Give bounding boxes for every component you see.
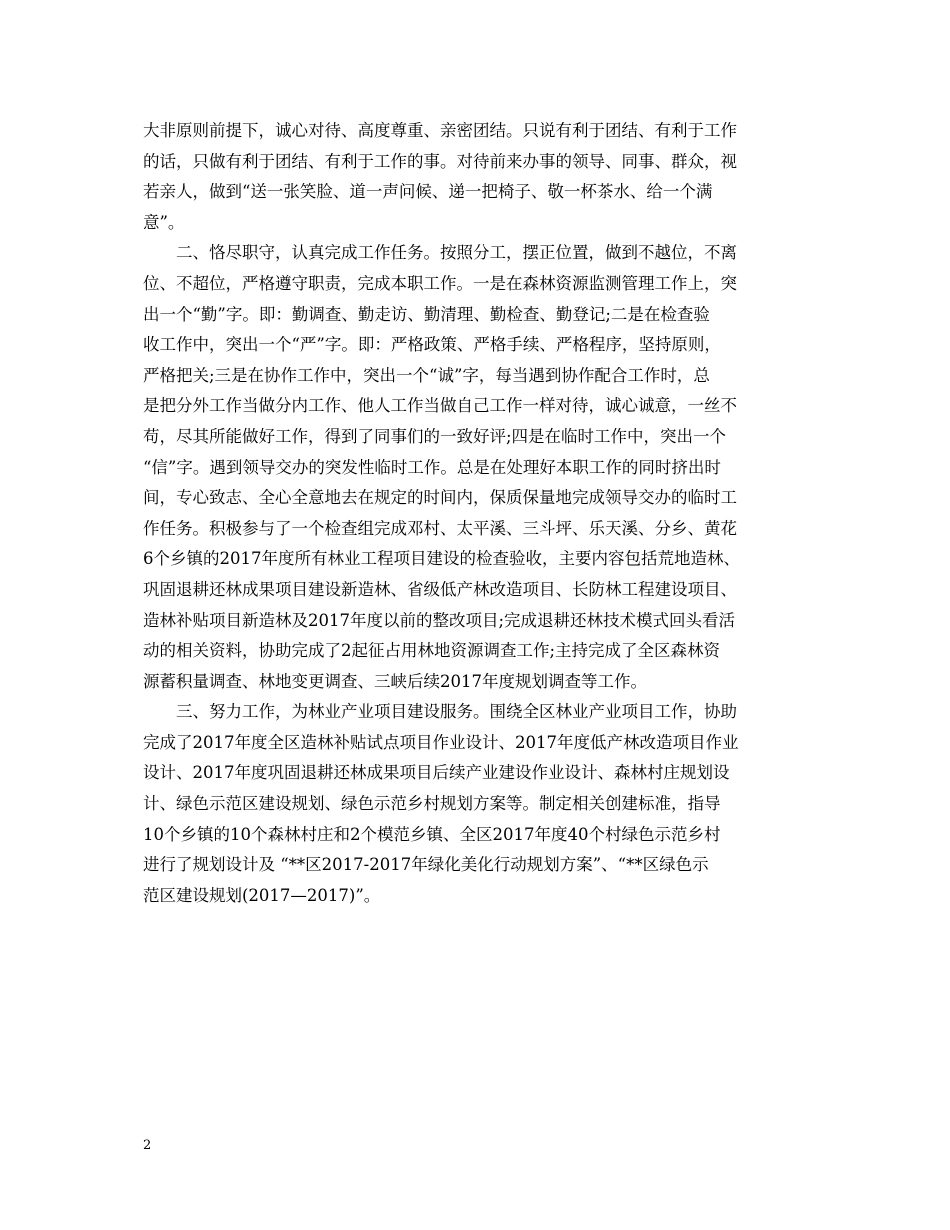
text-line: 设计、2017年度巩固退耕还林成果项目后续产业建设作业设计、森林村庄规划设 xyxy=(143,763,730,783)
text-line: 出一个“勤”字。即：勤调查、勤走访、勤清理、勤检查、勤登记;二是在检查验 xyxy=(143,304,710,324)
text-line: 计、绿色示范区建设规划、绿色示范乡村规划方案等。制定相关创建标准，指导 xyxy=(143,794,721,814)
text-line: 源蓄积量调查、林地变更调查、三峡后续2017年度规划调查等工作。 xyxy=(143,671,647,691)
text-line: 大非原则前提下，诚心对待、高度尊重、亲密团结。只说有利于团结、有利于工作 xyxy=(143,121,737,140)
text-line: “信”字。遇到领导交办的突发性临时工作。总是在处理好本职工作的同时挤出时 xyxy=(143,457,721,477)
text-line: 范区建设规划(2017—2017)”。 xyxy=(143,885,381,905)
text-line: 进行了规划设计及 “**区2017-2017年绿化美化行动规划方案”、“**区绿色示 xyxy=(143,855,709,875)
text-line: 作任务。积极参与了一个检查组完成邓村、太平溪、三斗坪、乐天溪、分乡、黄花 xyxy=(143,518,737,538)
text-line: 的话，只做有利于团结、有利于工作的事。对待前来办事的领导、同事、群众，视 xyxy=(143,151,737,171)
body-text xyxy=(143,116,823,911)
text-line: 巩固退耕还林成果项目建设新造林、省级低产林改造项目、长防林工程建设项目、 xyxy=(143,579,737,599)
text-line: 间，专心致志、全心全意地去在规定的时间内，保质保量地完成领导交办的临时工 xyxy=(143,488,737,508)
text-line: 收工作中，突出一个“严”字。即：严格政策、严格手续、严格程序，坚持原则， xyxy=(143,335,721,355)
text-line: 若亲人，做到“送一张笑脸、道一声问候、递一把椅子、敬一杯茶水、给一个满 xyxy=(143,182,713,202)
text-line: 造林补贴项目新造林及2017年度以前的整改项目;完成退耕还林技术模式回头看活 xyxy=(143,610,736,630)
page-number: 2 xyxy=(143,1138,152,1153)
text-line: 动的相关资料，协助完成了2起征占用林地资源调查工作;主持完成了全区森林资 xyxy=(143,641,721,661)
text-line: 意”。 xyxy=(143,212,185,232)
text-line: 6个乡镇的2017年度所有林业工程项目建设的检查验收，主要内容包括荒地造林、 xyxy=(143,549,740,569)
text-line: 位、不超位，严格遵守职责，完成本职工作。一是在森林资源监测管理工作上，突 xyxy=(143,273,737,293)
text-line: 10个乡镇的10个森林村庄和2个模范乡镇、全区2017年度40个村绿色示范乡村 xyxy=(143,824,721,844)
text-line: 严格把关;三是在协作工作中，突出一个“诚”字，每当遇到协作配合工作时，总 xyxy=(143,365,710,385)
text-line: 完成了2017年度全区造林补贴试点项目作业设计、2017年度低产林改造项目作业 xyxy=(143,732,739,752)
paragraph-3-first-line: 三、努力工作，为林业产业项目建设服务。围绕全区林业产业项目工作，协助 xyxy=(176,702,737,722)
text-line: 是把分外工作当做分内工作、他人工作当做自己工作一样对待，诚心诚意，一丝不 xyxy=(143,396,737,416)
text-line: 苟，尽其所能做好工作，得到了同事们的一致好评;四是在临时工作中，突出一个 xyxy=(143,426,727,446)
paragraph-2-first-line: 二、恪尽职守，认真完成工作任务。按照分工，摆正位置，做到不越位，不离 xyxy=(176,243,737,263)
